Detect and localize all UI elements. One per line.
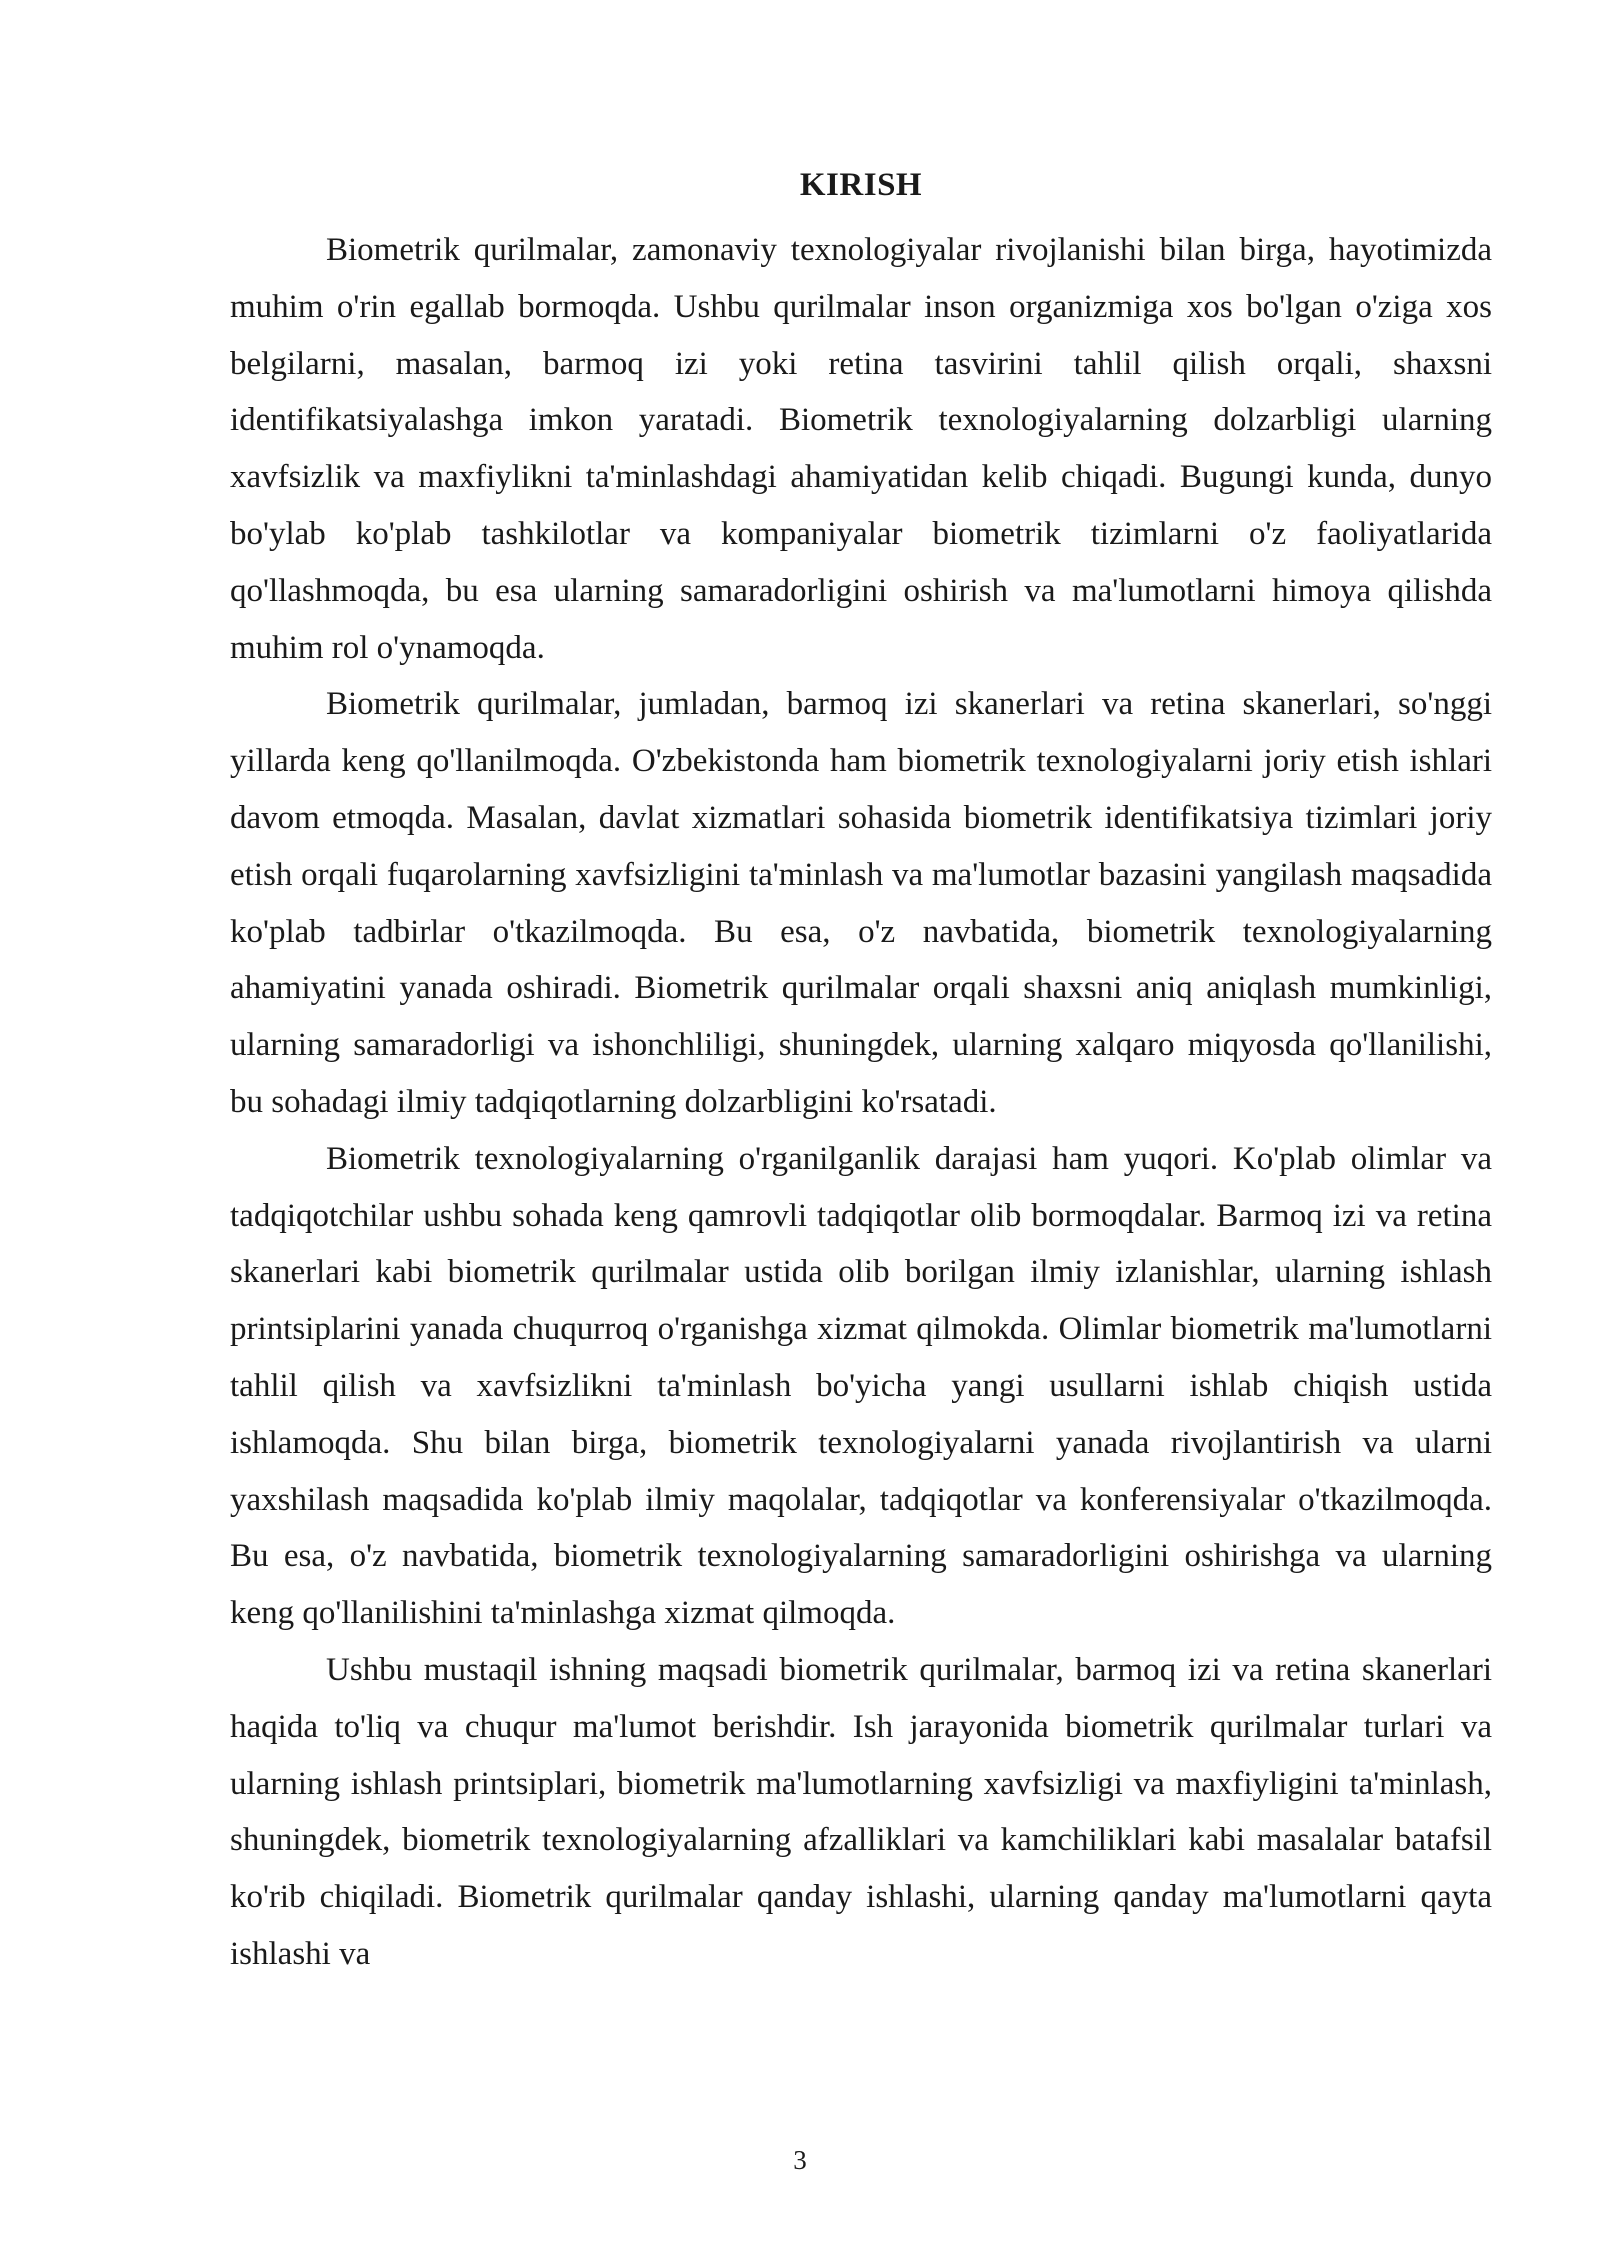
page-number: 3: [793, 2145, 807, 2175]
paragraph-2: Biometrik qurilmalar, jumladan, barmoq izi skanerlari va retina skanerlari, so'nggi yillarda keng qo'llanilmoqda. O'zbekistonda ham biometrik texnologiyalarni joriy etish ishlari davom etmoqda. Masalan, davlat xizmatlari sohasida biometrik identifikatsiya tizimlari joriy etish orqali fuqarolarning xavfsizligini ta'minlash va ma'lumotlar bazasini yangilash maqsadida ko'plab tadbirlar o'tkazilmoqda. Bu esa, o'z navbatida, biometrik texnologiyalarning ahamiyatini yanada oshiradi. Biometrik qurilmalar orqali shaxsni aniq aniqlash mumkinligi, ularning samaradorligi va ishonchliligi, shuningdek, ularning xalqaro miqyosda qo'llanilishi, bu sohadagi ilmiy tadqiqotlarning dolzarbligini ko'rsatadi.: [230, 686, 1492, 1120]
paragraph-3: Biometrik texnologiyalarning o'rganilganlik darajasi ham yuqori. Ko'plab olimlar va tadqiqotchilar ushbu sohada keng qamrovli tadqiqotlar olib bormoqdalar. Barmoq izi va retina skanerlari kabi biometrik qurilmalar ustida olib borilgan ilmiy izlanishlar, ularning ishlash printsiplarini yanada chuqurroq o'rganishga xizmat qilmokda. Olimlar biometrik ma'lumotlarni tahlil qilish va xavfsizlikni ta'minlash bo'yicha yangi usullarni ishlab chiqish ustida ishlamoqda. Shu bilan birga, biometrik texnologiyalarni yanada rivojlantirish va ularni yaxshilash maqsadida ko'plab ilmiy maqolalar, tadqiqotlar va konferensiyalar o'tkazilmoqda. Bu esa, o'z navbatida, biometrik texnologiyalarning samaradorligini oshirishga va ularning keng qo'llanilishini ta'minlashga xizmat qilmoqda.: [230, 1140, 1492, 1632]
page-content: [230, 160, 1492, 1983]
section-title: KIRISH: [799, 167, 923, 203]
paragraph-4: Ushbu mustaqil ishning maqsadi biometrik qurilmalar, barmoq izi va retina skanerlari haqida to'liq va chuqur ma'lumot berishdir. Ish jarayonida biometrik qurilmalar turlari va ularning ishlash printsiplari, biometrik ma'lumotlarning xavfsizligi va maxfiyligini ta'minlash, shuningdek, biometrik texnologiyalarning afzalliklari va kamchiliklari kabi masalalar batafsil ko'rib chiqiladi. Biometrik qurilmalar qanday ishlashi, ularning qanday ma'lumotlarni qayta ishlashi va: [230, 1651, 1492, 1972]
paragraph-1: Biometrik qurilmalar, zamonaviy texnologiyalar rivojlanishi bilan birga, hayotimizda muhim o'rin egallab bormoqda. Ushbu qurilmalar inson organizmiga xos bo'lgan o'ziga xos belgilarni, masalan, barmoq izi yoki retina tasvirini tahlil qilish orqali, shaxsni identifikatsiyalashga imkon yaratadi. Biometrik texnologiyalarning dolzarbligi ularning xavfsizlik va maxfiylikni ta'minlashdagi ahamiyatidan kelib chiqadi. Bugungi kunda, dunyo bo'ylab ko'plab tashkilotlar va kompaniyalar biometrik tizimlarni o'z faoliyatlarida qo'llashmoqda, bu esa ularning samaradorligini oshirish va ma'lumotlarni himoya qilishda muhim rol o'ynamoqda.: [230, 232, 1492, 666]
